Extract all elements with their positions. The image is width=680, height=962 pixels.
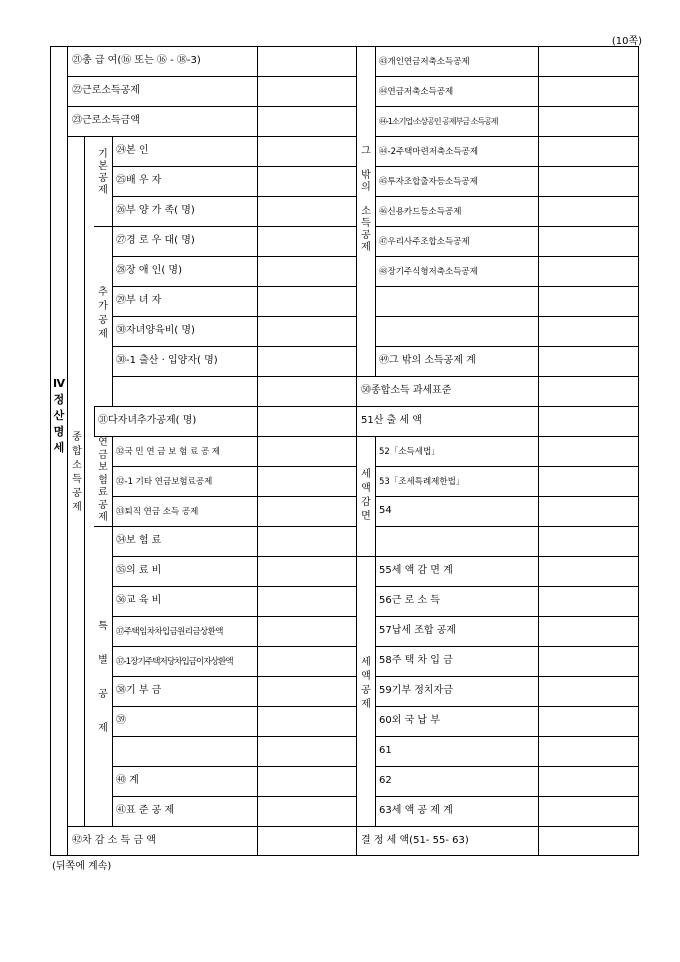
row-50-tax-base: ㊿종합소득 과세표준 [361, 385, 452, 396]
group-label-additional: 추 가 공 제 [98, 287, 108, 340]
row-30-child-care: ㉚자녀양육비( 명) [116, 325, 195, 336]
row-63-credit-total: 63세 액 공 제 계 [379, 805, 453, 816]
row-41-standard-deduction: ㊶표 준 공 제 [116, 805, 175, 816]
row-47-employee-stock: ㊼우리사주조합소득공제 [379, 237, 470, 247]
row-52-income-tax-act: 52「소득세법」 [379, 447, 440, 457]
row-45-investment: ㊺투자조합출자등소득공제 [379, 177, 478, 187]
row-53-special-tax-act: 53「조세특례제한법」 [379, 477, 465, 487]
row-28-disabled: ㉘장 애 인( 명) [116, 265, 182, 276]
group-label-comprehensive: 종 합 소 득 공 제 [72, 432, 82, 513]
row-32-1-other-pension: ㉜-1 기타 연금보험료공제 [116, 477, 213, 487]
row-31-multi-child: ㉛다자녀추가공제( 명) [98, 415, 197, 426]
settlement-form-table [50, 46, 639, 856]
row-determined-tax: 결 정 세 액(51- 55- 63) [361, 835, 469, 846]
row-55-reduction-total: 55세 액 감 면 계 [379, 565, 453, 576]
row-57-tax-union: 57납세 조합 공제 [379, 625, 457, 636]
row-22-earned-income-deduction: ㉒근로소득공제 [72, 85, 140, 96]
row-38-donation: ㊳기 부 금 [116, 685, 162, 696]
group-label-special: 특 별 공 제 [98, 621, 108, 734]
row-40-subtotal: ㊵ 계 [116, 775, 139, 786]
row-24-self: ㉔본 인 [116, 145, 149, 156]
row-36-education: ㊱교 육 비 [116, 595, 162, 606]
group-label-other-deduction: 그 밖 의 소 득 공 제 [361, 146, 371, 253]
row-61-blank: 61 [379, 745, 392, 756]
row-39-blank: ㊴ [116, 715, 126, 726]
row-37-1-mortgage-interest: ㊲-1장기주택저당차입금이자상환액 [116, 657, 233, 667]
row-44-1-small-business: ㊹-1소기업·소상공인 공제부금 소득공제 [379, 117, 498, 126]
row-54-blank: 54 [379, 505, 392, 516]
row-29-woman: ㉙부 녀 자 [116, 295, 162, 306]
row-42-net-income: ㊷차 감 소 득 금 액 [72, 835, 156, 846]
row-32-national-pension: ㉜국 민 연 금 보 험 료 공 제 [116, 447, 221, 457]
row-49-other-total: ㊾그 밖의 소득공제 계 [379, 355, 476, 366]
row-59-political-donation: 59기부 정치자금 [379, 685, 453, 696]
row-56-earned-income: 56근 로 소 득 [379, 595, 440, 606]
group-label-tax-credit: 세 액 공 제 [361, 657, 371, 710]
row-51-calculated-tax: 51산 출 세 액 [361, 415, 422, 426]
row-37-housing-rent-loan: ㊲주택임차차입금원리금상환액 [116, 627, 223, 637]
group-label-basic: 기 본 공 제 [98, 149, 108, 196]
row-48-long-term-stock: ㊽장기주식형저축소득공제 [379, 267, 478, 277]
row-46-credit-card: ㊻신용카드등소득공제 [379, 207, 462, 217]
row-58-housing-loan: 58주 택 차 입 금 [379, 655, 453, 666]
row-35-medical: ㉟의 료 비 [116, 565, 162, 576]
row-44-pension-savings: ㊹연금저축소득공제 [379, 87, 454, 97]
row-21-total-pay: ㉑총 급 여(⑯ 또는 ⑯ - ⑱-3) [72, 55, 201, 66]
row-26-dependents: ㉖부 양 가 족( 명) [116, 205, 195, 216]
row-30-1-birth-adoption: ㉚-1 출산 · 입양자( 명) [116, 355, 218, 366]
row-34-insurance: ㉞보 험 료 [116, 535, 162, 546]
group-label-pension: 연 금 보 험 료 공 제 [98, 437, 108, 523]
row-44-2-housing-savings: ㊹-2주택마련저축소득공제 [379, 147, 479, 157]
page-number: (10쪽) [611, 36, 642, 47]
row-33-retirement-pension: ㉝퇴직 연금 소득 공제 [116, 507, 199, 517]
row-25-spouse: ㉕배 우 자 [116, 175, 162, 186]
row-27-elderly: ㉗경 로 우 대( 명) [116, 235, 195, 246]
row-43-personal-pension: ㊸개인연금저축소득공제 [379, 57, 470, 67]
group-label-tax-reduction: 세 액 감 면 [361, 469, 371, 522]
row-23-earned-income-amount: ㉓근로소득금액 [72, 115, 140, 126]
section-title-settlement: Ⅳ 정 산 명 세 [52, 377, 66, 454]
row-62-blank: 62 [379, 775, 392, 786]
row-60-foreign-tax: 60외 국 납 부 [379, 715, 440, 726]
continuation-note: (뒤쪽에 계속) [52, 861, 112, 872]
